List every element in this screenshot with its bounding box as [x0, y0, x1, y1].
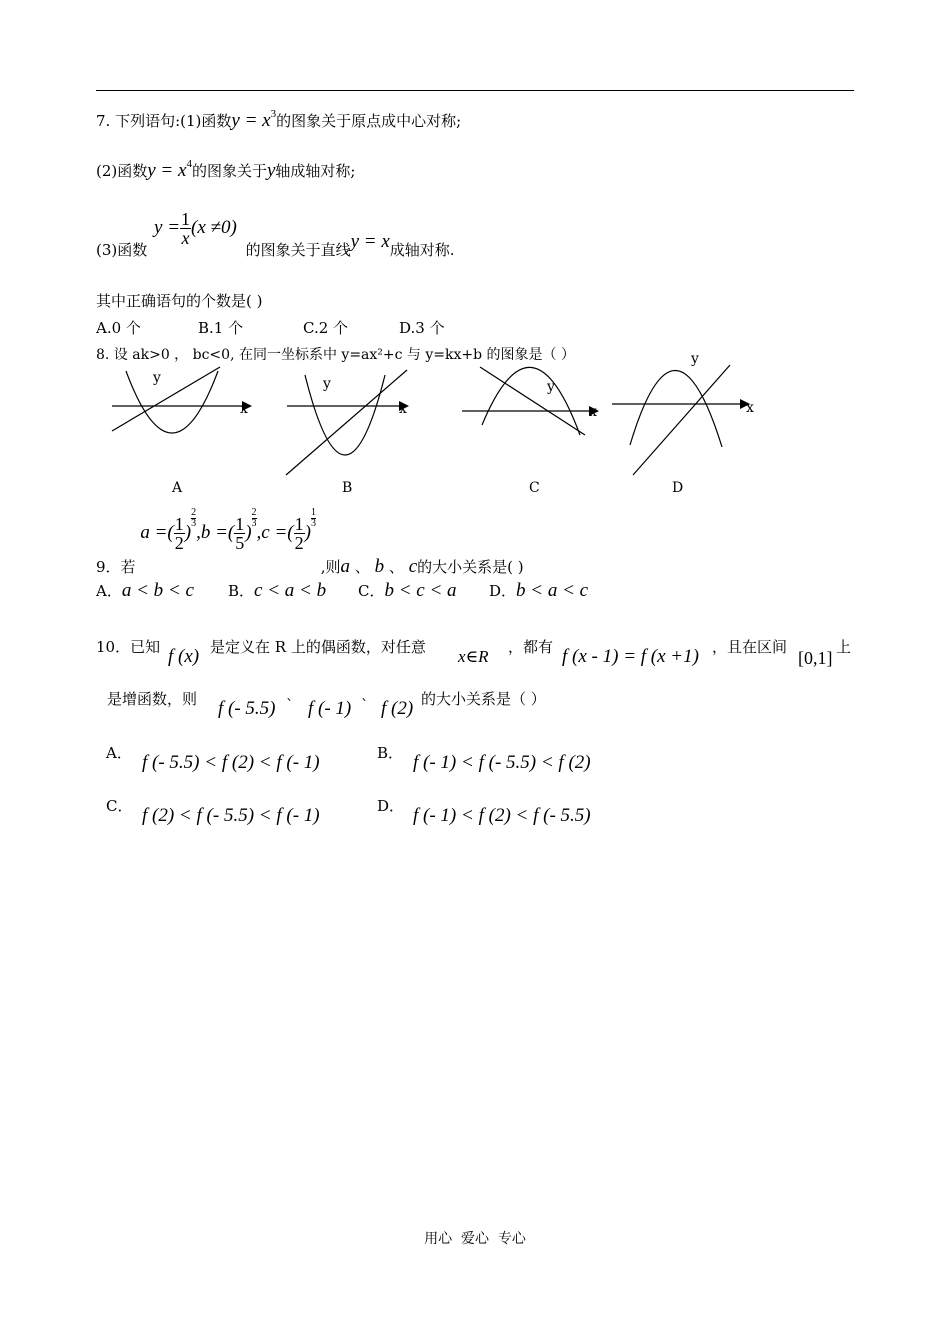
q7-line3-line: y = x: [350, 230, 390, 252]
q10-expr-1: f (- 5.5): [218, 698, 276, 719]
q7-option-c: C.2 个: [303, 319, 349, 337]
q10-line2-prefix: 是增函数，则: [107, 690, 198, 708]
q7-line-1: [96, 108, 461, 132]
header-rule: [96, 90, 854, 91]
q7-line2-math: $y = x^4$: [147, 158, 192, 181]
graph-d: [612, 355, 754, 496]
q9-options: [96, 580, 588, 602]
q10-expr-2: f (- 1): [308, 698, 352, 719]
graph-b: [286, 370, 409, 496]
q9-option-d: D．b < a < c: [489, 580, 589, 601]
q9-option-a: A．a < b < c: [96, 580, 194, 601]
q7-line1-prefix: 7. 下列语句:(1)函数: [96, 112, 232, 130]
q10-interval: [0,1]: [798, 648, 833, 668]
graph-c-label: C: [529, 480, 540, 496]
graph-d-label: D: [672, 480, 684, 496]
graph-a-x-label: x: [240, 401, 248, 417]
q10-expr-3: f (2): [381, 698, 414, 719]
graph-c-x-label: x: [589, 404, 597, 420]
graph-a-y-label: y: [153, 370, 161, 386]
q7-line2-suffix: 轴成轴对称;: [275, 162, 356, 180]
q10-option-c-expr: f (2) < f (- 5.5) < f (- 1): [142, 805, 320, 826]
graph-d-x-label: x: [746, 400, 754, 416]
q10-mid3: ，且在区间: [712, 638, 788, 656]
q10-end1: 上: [836, 638, 852, 656]
q7-option-d: D.3 个: [399, 319, 445, 337]
q7-options: [96, 317, 445, 338]
graph-b-y-label: y: [323, 376, 331, 392]
q10-option-a-expr: f (- 5.5) < f (2) < f (- 1): [142, 752, 320, 773]
q10-mid2: ，都有: [508, 638, 554, 656]
page-footer: 用心 爱心 专心: [424, 1231, 526, 1247]
q10-x-in-r: x∈R: [458, 647, 489, 666]
q10-line2-suffix: 的大小关系是（ ）: [421, 690, 546, 708]
q7-line1-math: $y = x^3$: [231, 108, 277, 131]
graph-c-y-label: y: [547, 379, 555, 395]
graph-a: [112, 367, 252, 496]
graph-c: [462, 367, 599, 496]
q10-option-c-label: C．: [106, 797, 133, 815]
q7-line2-var: y: [266, 160, 276, 181]
q10-option-d-expr: f (- 1) < f (2) < f (- 5.5): [413, 805, 591, 826]
q7-line3-suffix: 成轴对称.: [389, 240, 455, 259]
q7-question: 其中正确语句的个数是( ): [96, 292, 263, 310]
q9-math: a =( $\frac{1}{2}$ ) $\frac{2}{3}$ ,b =( $\frac{1}{5}$ ) $\frac{2}{3}$ ,c =( $\frac{1}{2}$ ) $\frac{1}{3}$: [140, 507, 316, 554]
graph-d-y-label: y: [691, 355, 699, 367]
q7-line2-mid: 的图象关于: [191, 162, 267, 180]
q9-option-b: B．c < a < b: [228, 580, 327, 601]
q10-sep-2: `: [361, 696, 369, 714]
q10-option-b-expr: f (- 1) < f (- 5.5) < f (2): [413, 752, 591, 773]
graph-b-x-label: x: [399, 401, 407, 417]
q10-mid1: 是定义在 R 上的偶函数，对任意: [210, 638, 426, 656]
q7-line2-prefix: (2)函数: [96, 162, 148, 180]
graph-b-label: B: [342, 480, 353, 496]
q7-line3-prefix: (3)函数: [96, 240, 148, 259]
q10-fx: f (x): [168, 646, 200, 667]
q7-option-b: B.1 个: [198, 319, 244, 337]
q7-line3-math: y = $\frac{1}{x}$ (x ≠0): [154, 209, 237, 248]
q10-prefix: 10．已知: [96, 638, 161, 656]
q10-equation: f (x - 1) = f (x +1): [562, 646, 699, 667]
q10-option-a-label: A．: [106, 744, 132, 762]
q7-line3-mid: 的图象关于直线: [245, 240, 351, 259]
q7-line1-suffix: 的图象关于原点成中心对称;: [276, 112, 462, 130]
q7-line-3: [96, 209, 455, 259]
q10-sep-1: `: [286, 696, 294, 714]
graph-a-label: A: [172, 480, 183, 496]
q10-option-b-label: B．: [377, 744, 404, 762]
q9-tail: ,则a 、 b 、 c的大小关系是( ): [320, 556, 524, 577]
q9-option-c: C．b < c < a: [358, 580, 457, 601]
q7-option-a: A.0 个: [96, 319, 141, 337]
q9-prefix: 9．若: [96, 558, 136, 576]
q7-line-2: [96, 158, 355, 182]
q9-line: [96, 502, 524, 577]
q8-graphs: [100, 355, 780, 505]
q10-option-d-label: D．: [377, 797, 405, 815]
q8-text: 8. 设 ak>0 ， bc<0, 在同一坐标系中 y=ax²+c 与 y=kx+b 的图象是（ ）: [96, 347, 575, 363]
